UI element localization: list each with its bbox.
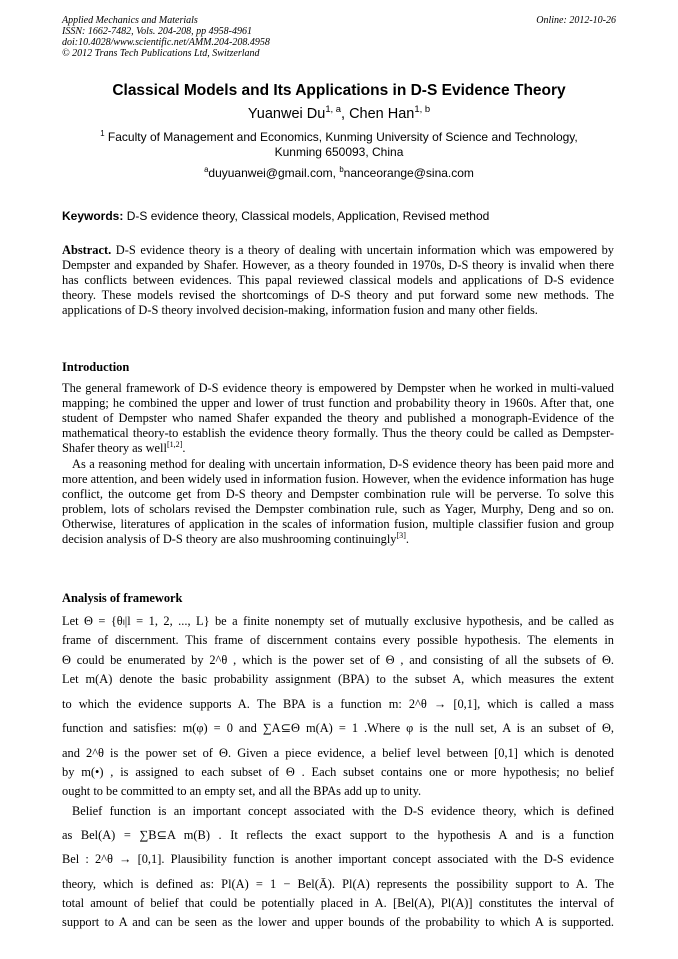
text-line: Let Θ = {θₗ|l = 1, 2, ..., L} be a finite nonempty set of mutually exclusive hypothesis, and be called as [62,614,614,628]
text-line: as Bel(A) = ∑B⊆A m(B) . It reflects the exact support to the hypothesis A and is a function [62,827,614,842]
abstract-text: D-S evidence theory is a theory of dealing with uncertain information which was empowered by Dempster and expanded by Shafer. However, as a theory founded in 1970s, D-S theory is invalid when there has conflicts between evidences. This papal reviewed classical models and applications of D-S evidence theory. These models revised the shortcomings of D-S theory and put forward some new methods. The applications of D-S theory involved decision-making, information fusion and many other fields. [62,243,614,318]
affiliation-line: Faculty of Management and Economics, Kunming University of Science and Technology, [104,130,578,144]
text-line: support to A and can be seen as the lower and upper bounds of the probability to which A is supported. [62,915,614,930]
citation[interactable]: [1,2] [166,440,183,450]
keywords [62,209,489,223]
keywords-text: D-S evidence theory, Classical models, Application, Revised method [123,209,490,223]
text-line: by m(•) , is assigned to each subset of Θ . Each subset contains one or more hypothesis; no belief [62,765,614,780]
journal-header [62,15,270,59]
section-heading: Introduction [62,360,130,374]
affiliation [0,130,678,160]
framework-body [62,612,614,932]
abstract [62,243,614,318]
online-date: Online: 2012-10-26 [536,15,616,26]
text-line: and 2^θ is the power set of Θ. Given a piece evidence, a belief level between [0,1] which is denoted [62,745,614,760]
author-sup: 1, a [325,103,342,115]
text-line: theory, which is defined as: Pl(A) = 1 − Bel(Ā). Pl(A) represents the possibility support to A. The [62,876,614,891]
paragraph-text: As a reasoning method for dealing with uncertain information, D-S evidence theory has been paid more and more attention, and been widely used in information fusion. However, when the evidence information has huge conflict, the outcome get from D-S theory and Dempster combination rule will be perverse. To solve this problem, lots of scholars revised the Dempster combination rule, such as Yager, Murphy, Deng and so on. Otherwise, literatures of application in the scales of information fusion, multiple classifier fusion and group decision analysis of D-S theory are also mushrooming continuingly [62,457,614,547]
text-line: Bel : 2^θ → [0,1]. Plausibility function is another important concept associated with the D-S evidence [62,852,614,867]
text-line: to which the evidence supports A. The BPA is a function m: 2^θ → [0,1], which is called a mass [62,697,614,712]
paragraph-text: The general framework of D-S evidence theory is empowered by Dempster when he worked in multi-valued mapping; he combined the upper and lower of trust function and probability theory in 1960s. After that, one student of Dempster who named Shafer expanded the theory and published a monograph-Evidence of the mathematical theory-to establish the evidence theory formally. Thus the theory could be called as Dempster-Shafer theory as well [62,381,614,456]
intro-paragraph-1: The general framework of D-S evidence theory is empowered by Dempster when he worked in multi-valued mapping; he combined the upper and lower of trust function and probability theory in 1960s. After that, one student of Dempster who named Shafer expanded the theory and published a monograph-Evidence of the mathematical theory-to establish the evidence theory formally. Thus the theory could be called as Dempster-Shafer theory as well[1,2]. [62,381,614,456]
issn: ISSN: 1662-7482, Vols. 204-208, pp 4958-4961 [62,26,252,37]
text-line: Let m(A) denote the basic probability assignment (BPA) to the subset A, which measures the extent [62,671,614,686]
email-sup: a [204,165,209,174]
author-name: Chen Han [349,106,415,122]
text-line: frame of discernment. This frame of discernment contains every possible hypothesis. The elements in [62,633,614,648]
text-line: Θ could be enumerated by 2^θ , which is the power set of Θ , and consisting of all the subsets of Θ. [62,652,614,667]
journal-name: Applied Mechanics and Materials [62,15,198,26]
copyright: © 2012 Trans Tech Publications Ltd, Switzerland [62,48,260,59]
text-line: Belief function is an important concept associated with the D-S evidence theory, which is defined [72,803,614,818]
emails [0,166,678,180]
paper-title: Classical Models and Its Applications in D-S Evidence Theory [112,82,566,99]
author-sup: 1, b [414,103,431,115]
text-line: total amount of belief that could be potentially placed in A. [Bel(A), Pl(A)] constitutes the interval of [62,895,614,910]
section-heading: Analysis of framework [62,591,183,605]
author-name: Yuanwei Du [247,106,326,122]
text-line: function and satisfies: m(φ) = 0 and ∑A⊆Θ m(A) = 1 .Where φ is the null set, A is an subset of Θ, [62,721,614,736]
text-line: ought to be committed to an empty set, and all the BPAs add up to unity. [62,784,422,799]
intro-paragraph-2: As a reasoning method for dealing with uncertain information, D-S evidence theory has been paid more and more attention, and been widely used in information fusion. However, when the evidence information has huge conflict, the outcome get from D-S theory and Dempster combination rule will be perverse. To solve this problem, lots of scholars revised the Dempster combination rule, such as Yager, Murphy, Deng and so on. Otherwise, literatures of application in the scales of information fusion, multiple classifier fusion and group decision analysis of D-S theory are also mushrooming continuingly[3]. [62,457,614,547]
affiliation-line: Kunming 650093, China [274,145,404,159]
affil-sup: 1 [100,129,105,138]
abstract-label: Abstract. [62,243,112,257]
authors: Yuanwei Du$^{1, a}$, Chen Han$^{1, b}$ [247,103,431,122]
email-link[interactable]: duyuanwei@gmail.com, [208,166,340,180]
doi: doi:10.4028/www.scientific.net/AMM.204-208.4958 [62,37,270,48]
keywords-label: Keywords: [62,209,124,223]
email-link[interactable]: nanceorange@sina.com [343,166,474,180]
citation[interactable]: [3] [396,531,406,541]
email-sup: b [339,165,344,174]
